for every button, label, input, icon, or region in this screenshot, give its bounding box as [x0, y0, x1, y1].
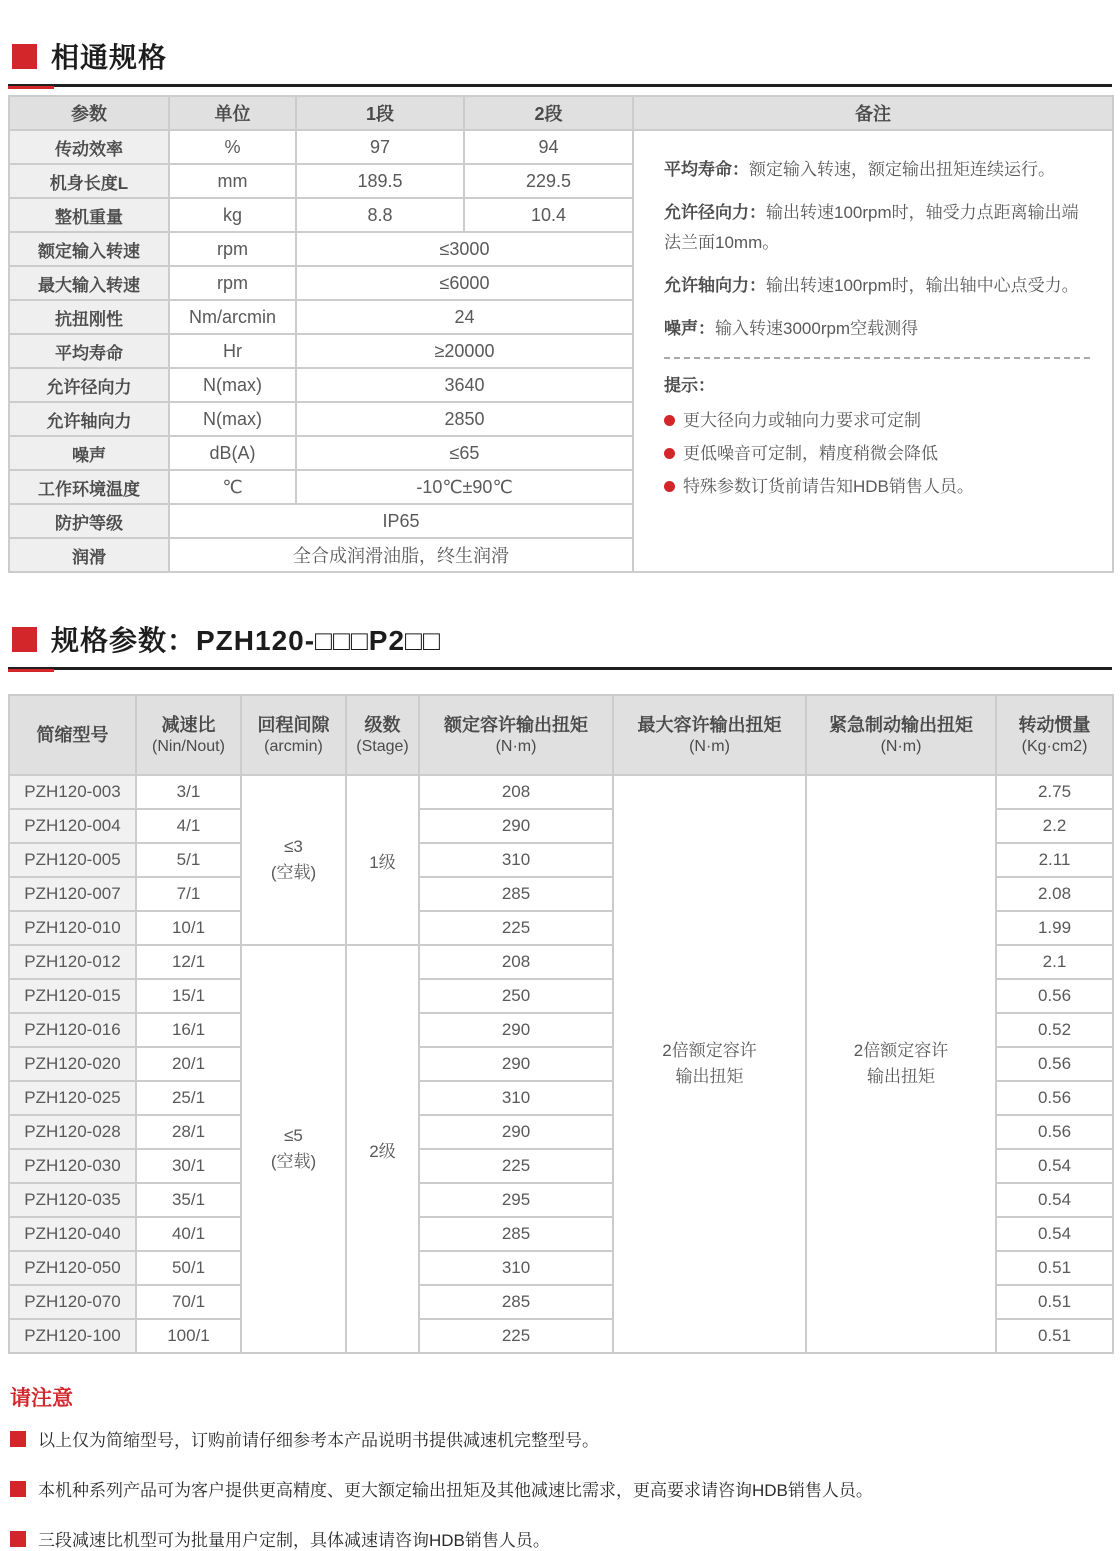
- model-cell: PZH120-025: [9, 1081, 136, 1115]
- param-label: 抗扭刚性: [9, 300, 169, 334]
- inertia-cell: 0.51: [996, 1319, 1113, 1353]
- note-bullet-icon: [10, 1431, 26, 1447]
- value-cell: 8.8: [296, 198, 464, 232]
- rated-torque-cell: 225: [419, 911, 613, 945]
- section-header-common: [8, 36, 1112, 76]
- max-torque-span-cell: 2倍额定容许 输出扭矩: [613, 775, 806, 1353]
- col-header-param: 参数: [9, 96, 169, 130]
- table-row: [9, 775, 1113, 809]
- inertia-cell: 2.1: [996, 945, 1113, 979]
- table-header-row: [9, 695, 1113, 775]
- common-spec-table: [8, 95, 1114, 573]
- model-cell: PZH120-028: [9, 1115, 136, 1149]
- model-cell: PZH120-035: [9, 1183, 136, 1217]
- section-underline: [8, 84, 1112, 87]
- param-label: 允许径向力: [9, 368, 169, 402]
- rated-torque-cell: 310: [419, 843, 613, 877]
- inertia-cell: 0.56: [996, 1081, 1113, 1115]
- ratio-cell: 30/1: [136, 1149, 241, 1183]
- ratio-cell: 4/1: [136, 809, 241, 843]
- inertia-cell: 0.56: [996, 979, 1113, 1013]
- rated-torque-cell: 225: [419, 1319, 613, 1353]
- ratio-cell: 12/1: [136, 945, 241, 979]
- note-bullet-icon: [10, 1481, 26, 1497]
- value-cell: 3640: [296, 368, 633, 402]
- ratio-cell: 20/1: [136, 1047, 241, 1081]
- inertia-cell: 0.54: [996, 1149, 1113, 1183]
- section-underline: [8, 667, 1112, 670]
- value-cell: 229.5: [464, 164, 633, 198]
- unit-cell: mm: [169, 164, 296, 198]
- inertia-cell: 2.2: [996, 809, 1113, 843]
- col-header-seg2: 2段: [464, 96, 633, 130]
- remark-note: 平均寿命：额定输入转速，额定输出扭矩连续运行。: [664, 160, 1055, 179]
- ratio-cell: 100/1: [136, 1319, 241, 1353]
- tips-title: 提示：: [664, 376, 715, 395]
- model-cell: PZH120-070: [9, 1285, 136, 1319]
- inertia-cell: 2.11: [996, 843, 1113, 877]
- rated-torque-cell: 310: [419, 1251, 613, 1285]
- table-row: [9, 130, 1113, 164]
- tip-item: 更低噪音可定制，精度稍微会降低: [664, 437, 1090, 470]
- param-label: 最大输入转速: [9, 266, 169, 300]
- value-cell: ≤65: [296, 436, 633, 470]
- model-cell: PZH120-020: [9, 1047, 136, 1081]
- rated-torque-cell: 310: [419, 1081, 613, 1115]
- model-cell: PZH120-010: [9, 911, 136, 945]
- inertia-cell: 0.56: [996, 1115, 1113, 1149]
- value-cell: ≤3000: [296, 232, 633, 266]
- remark-note: 允许轴向力：输出转速100rpm时，输出轴中心点受力。: [664, 276, 1079, 295]
- remark-note: 噪声：输入转速3000rpm空载测得: [664, 319, 919, 338]
- rated-torque-cell: 250: [419, 979, 613, 1013]
- model-cell: PZH120-003: [9, 775, 136, 809]
- model-cell: PZH120-040: [9, 1217, 136, 1251]
- backlash-group-cell: ≤3 (空载): [241, 775, 346, 945]
- param-label: 整机重量: [9, 198, 169, 232]
- param-label: 润滑: [9, 538, 169, 572]
- col-header-max-torque: 最大容许输出扭矩 (N·m): [613, 695, 806, 775]
- value-cell: -10℃±90℃: [296, 470, 633, 504]
- param-label: 传动效率: [9, 130, 169, 164]
- inertia-cell: 0.56: [996, 1047, 1113, 1081]
- stage-group-cell: 1级: [346, 775, 419, 945]
- spec-parameter-table: [8, 694, 1114, 1354]
- param-label: 平均寿命: [9, 334, 169, 368]
- ratio-cell: 10/1: [136, 911, 241, 945]
- col-header-seg1: 1段: [296, 96, 464, 130]
- col-header-unit: 单位: [169, 96, 296, 130]
- notice-item: 以上仅为简缩型号，订购前请仔细参考本产品说明书提供减速机完整型号。: [10, 1426, 1112, 1451]
- model-cell: PZH120-005: [9, 843, 136, 877]
- ratio-cell: 7/1: [136, 877, 241, 911]
- notice-item: 三段减速比机型可为批量用户定制，具体减速请咨询HDB销售人员。: [10, 1526, 1112, 1551]
- brake-torque-span-cell: 2倍额定容许 输出扭矩: [806, 775, 996, 1353]
- col-header-rated-torque: 额定容许输出扭矩 (N·m): [419, 695, 613, 775]
- rated-torque-cell: 285: [419, 877, 613, 911]
- ratio-cell: 15/1: [136, 979, 241, 1013]
- tip-bullet-icon: [664, 448, 675, 459]
- model-cell: PZH120-007: [9, 877, 136, 911]
- unit-cell: Nm/arcmin: [169, 300, 296, 334]
- param-label: 机身长度L: [9, 164, 169, 198]
- inertia-cell: 0.54: [996, 1183, 1113, 1217]
- ratio-cell: 70/1: [136, 1285, 241, 1319]
- value-cell: 189.5: [296, 164, 464, 198]
- rated-torque-cell: 290: [419, 809, 613, 843]
- col-header-backlash: 回程间隙 (arcmin): [241, 695, 346, 775]
- ratio-cell: 16/1: [136, 1013, 241, 1047]
- col-header-ratio: 减速比 (Nin/Nout): [136, 695, 241, 775]
- section-title-common: 相通规格: [51, 42, 168, 73]
- inertia-cell: 0.51: [996, 1285, 1113, 1319]
- ratio-cell: 3/1: [136, 775, 241, 809]
- col-header-remark: 备注: [633, 96, 1113, 130]
- unit-cell: N(max): [169, 402, 296, 436]
- red-square-bullet-icon: [12, 627, 37, 652]
- unit-cell: ℃: [169, 470, 296, 504]
- value-cell: 24: [296, 300, 633, 334]
- remark-cell: [633, 130, 1113, 572]
- notice-item: 本机种系列产品可为客户提供更高精度、更大额定输出扭矩及其他减速比需求，更高要求请咨询HDB销售人员。: [10, 1476, 1112, 1501]
- value-cell: 全合成润滑油脂，终生润滑: [169, 538, 633, 572]
- value-cell: 2850: [296, 402, 633, 436]
- inertia-cell: 1.99: [996, 911, 1113, 945]
- rated-torque-cell: 290: [419, 1013, 613, 1047]
- backlash-group-cell: ≤5 (空载): [241, 945, 346, 1353]
- col-header-inertia: 转动惯量 (Kg·cm2): [996, 695, 1113, 775]
- model-cell: PZH120-012: [9, 945, 136, 979]
- col-header-model: 简缩型号: [9, 695, 136, 775]
- value-cell: 94: [464, 130, 633, 164]
- rated-torque-cell: 295: [419, 1183, 613, 1217]
- red-square-bullet-icon: [12, 44, 37, 69]
- value-cell: IP65: [169, 504, 633, 538]
- param-label: 工作环境温度: [9, 470, 169, 504]
- value-cell: ≥20000: [296, 334, 633, 368]
- inertia-cell: 0.54: [996, 1217, 1113, 1251]
- value-cell: 97: [296, 130, 464, 164]
- remark-note: 允许径向力：输出转速100rpm时，轴受力点距离输出端法兰面10mm。: [664, 203, 1079, 252]
- tip-item: 更大径向力或轴向力要求可定制: [664, 404, 1090, 437]
- unit-cell: N(max): [169, 368, 296, 402]
- value-cell: 10.4: [464, 198, 633, 232]
- section-title-spec: 规格参数：PZH120-□□□P2□□: [51, 625, 441, 656]
- col-header-stage: 级数 (Stage): [346, 695, 419, 775]
- rated-torque-cell: 290: [419, 1047, 613, 1081]
- notice-section: [8, 1382, 1112, 1551]
- dashed-divider: [664, 357, 1090, 359]
- inertia-cell: 2.08: [996, 877, 1113, 911]
- ratio-cell: 28/1: [136, 1115, 241, 1149]
- rated-torque-cell: 285: [419, 1285, 613, 1319]
- param-label: 额定输入转速: [9, 232, 169, 266]
- model-cell: PZH120-100: [9, 1319, 136, 1353]
- inertia-cell: 2.75: [996, 775, 1113, 809]
- tip-bullet-icon: [664, 481, 675, 492]
- unit-cell: dB(A): [169, 436, 296, 470]
- notice-title: 请注意: [10, 1387, 73, 1410]
- section-header-spec: [8, 619, 1112, 659]
- inertia-cell: 0.51: [996, 1251, 1113, 1285]
- rated-torque-cell: 285: [419, 1217, 613, 1251]
- model-cell: PZH120-030: [9, 1149, 136, 1183]
- stage-group-cell: 2级: [346, 945, 419, 1353]
- ratio-cell: 5/1: [136, 843, 241, 877]
- unit-cell: %: [169, 130, 296, 164]
- tip-item: 特殊参数订货前请告知HDB销售人员。: [664, 470, 1090, 503]
- value-cell: ≤6000: [296, 266, 633, 300]
- model-cell: PZH120-016: [9, 1013, 136, 1047]
- rated-torque-cell: 208: [419, 945, 613, 979]
- note-bullet-icon: [10, 1531, 26, 1547]
- tip-bullet-icon: [664, 415, 675, 426]
- ratio-cell: 40/1: [136, 1217, 241, 1251]
- ratio-cell: 35/1: [136, 1183, 241, 1217]
- ratio-cell: 50/1: [136, 1251, 241, 1285]
- table-header-row: [9, 96, 1113, 130]
- rated-torque-cell: 208: [419, 775, 613, 809]
- param-label: 噪声: [9, 436, 169, 470]
- rated-torque-cell: 225: [419, 1149, 613, 1183]
- model-cell: PZH120-004: [9, 809, 136, 843]
- rated-torque-cell: 290: [419, 1115, 613, 1149]
- col-header-brake-torque: 紧急制动输出扭矩 (N·m): [806, 695, 996, 775]
- ratio-cell: 25/1: [136, 1081, 241, 1115]
- model-cell: PZH120-050: [9, 1251, 136, 1285]
- param-label: 允许轴向力: [9, 402, 169, 436]
- model-cell: PZH120-015: [9, 979, 136, 1013]
- param-label: 防护等级: [9, 504, 169, 538]
- unit-cell: rpm: [169, 266, 296, 300]
- inertia-cell: 0.52: [996, 1013, 1113, 1047]
- unit-cell: Hr: [169, 334, 296, 368]
- unit-cell: kg: [169, 198, 296, 232]
- unit-cell: rpm: [169, 232, 296, 266]
